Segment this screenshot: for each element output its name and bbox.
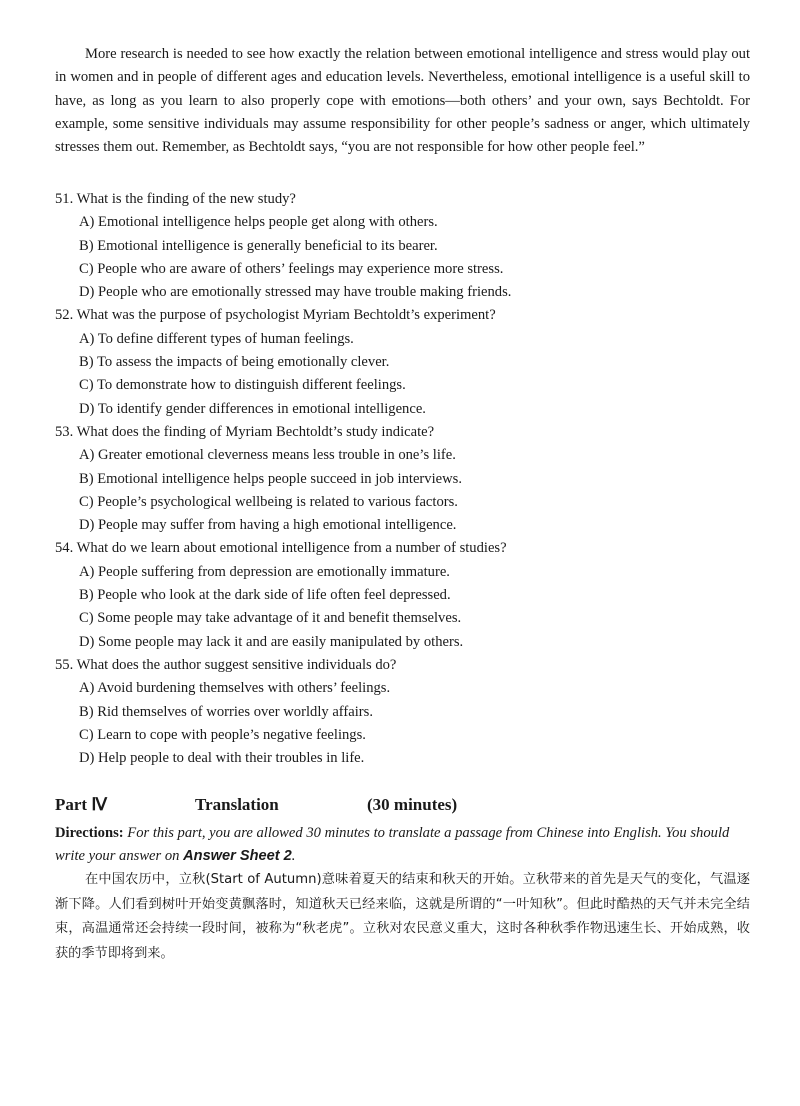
option-c: C) People who are aware of others’ feelings may experience more stress. (79, 260, 504, 277)
question-list (55, 188, 755, 770)
reading-passage (55, 43, 750, 159)
question-stem: 52. What was the purpose of psychologist Myriam Bechtoldt’s experiment? (55, 307, 496, 324)
option-d: D) Help people to deal with their troubles in life. (79, 750, 365, 767)
question-54 (55, 537, 755, 653)
option-b: B) People who look at the dark side of life often feel depressed. (79, 587, 451, 604)
option-b: B) Emotional intelligence helps people succeed in job interviews. (79, 470, 462, 487)
option-b: B) To assess the impacts of being emotionally clever. (79, 354, 390, 371)
question-52 (55, 304, 755, 420)
question-51 (55, 188, 755, 304)
directions-end: . (291, 848, 296, 864)
option-c: C) Learn to cope with people’s negative feelings. (79, 726, 366, 743)
answer-sheet-reference: Answer Sheet 2 (183, 848, 292, 864)
question-53 (55, 421, 755, 537)
directions-body: For this part, you are allowed 30 minutes to translate a passage from Chinese into English. You should write your answer on (55, 825, 730, 864)
option-d: D) Some people may lack it and are easily manipulated by others. (79, 633, 464, 650)
part-heading (55, 795, 755, 815)
option-d: D) People may suffer from having a high emotional intelligence. (79, 517, 457, 534)
option-c: C) Some people may take advantage of it and benefit themselves. (79, 610, 462, 627)
option-b: B) Emotional intelligence is generally beneficial to its bearer. (79, 237, 438, 254)
part-title: Translation (195, 795, 279, 814)
part-label: Part Ⅳ (55, 795, 108, 814)
option-c: C) To demonstrate how to distinguish different feelings. (79, 377, 406, 394)
option-c: C) People’s psychological wellbeing is related to various factors. (79, 493, 458, 510)
option-a: A) Greater emotional cleverness means less trouble in one’s life. (79, 447, 456, 464)
question-stem: 51. What is the finding of the new study? (55, 191, 296, 207)
option-d: D) People who are emotionally stressed may have trouble making friends. (79, 284, 512, 301)
directions (55, 822, 755, 868)
part-time: (30 minutes) (367, 795, 458, 814)
question-55 (55, 654, 755, 770)
option-b: B) Rid themselves of worries over worldly affairs. (79, 703, 373, 720)
translation-passage: 在中国农历中，立秋(Start of Autumn)意味着夏天的结束和秋天的开始。立秋带来的首先是天气的变化，气温逐渐下降。人们看到树叶开始变黄飘落时，知道秋天已经来临，这就是所谓的“一叶知秋”。但此时酷热的天气并未完全结束，高温通常还会持续一段时间，被称为“秋老虎”。立秋对农民意义重大，这时各种秋季作物迅速生长、开始成熟，收获的季节即将到来。 (55, 872, 750, 961)
directions-label: Directions: (55, 825, 124, 841)
option-a: A) Avoid burdening themselves with others’ feelings. (79, 680, 391, 697)
option-a: A) People suffering from depression are emotionally immature. (79, 563, 450, 580)
option-a: A) Emotional intelligence helps people get along with others. (79, 214, 438, 231)
option-a: A) To define different types of human feelings. (79, 330, 354, 347)
question-stem: 54. What do we learn about emotional intelligence from a number of studies? (55, 540, 507, 557)
passage-paragraph: More research is needed to see how exactly the relation between emotional intelligence and stress would play out in women and in people of different ages and education levels. Nevertheless, emotional intelligence is a useful skill to have, as long as you learn to also properly cope with emotions—both others’ and your own, says Bechtoldt. For example, some sensitive individuals may assume responsibility for other people’s sadness or anger, which ultimately stresses them out. Remember, as Bechtoldt says, “you are not responsible for how other people feel.” (55, 46, 750, 156)
question-stem: 53. What does the finding of Myriam Bechtoldt’s study indicate? (55, 423, 435, 440)
question-stem: 55. What does the author suggest sensitive individuals do? (55, 656, 397, 673)
option-d: D) To identify gender differences in emotional intelligence. (79, 400, 426, 417)
